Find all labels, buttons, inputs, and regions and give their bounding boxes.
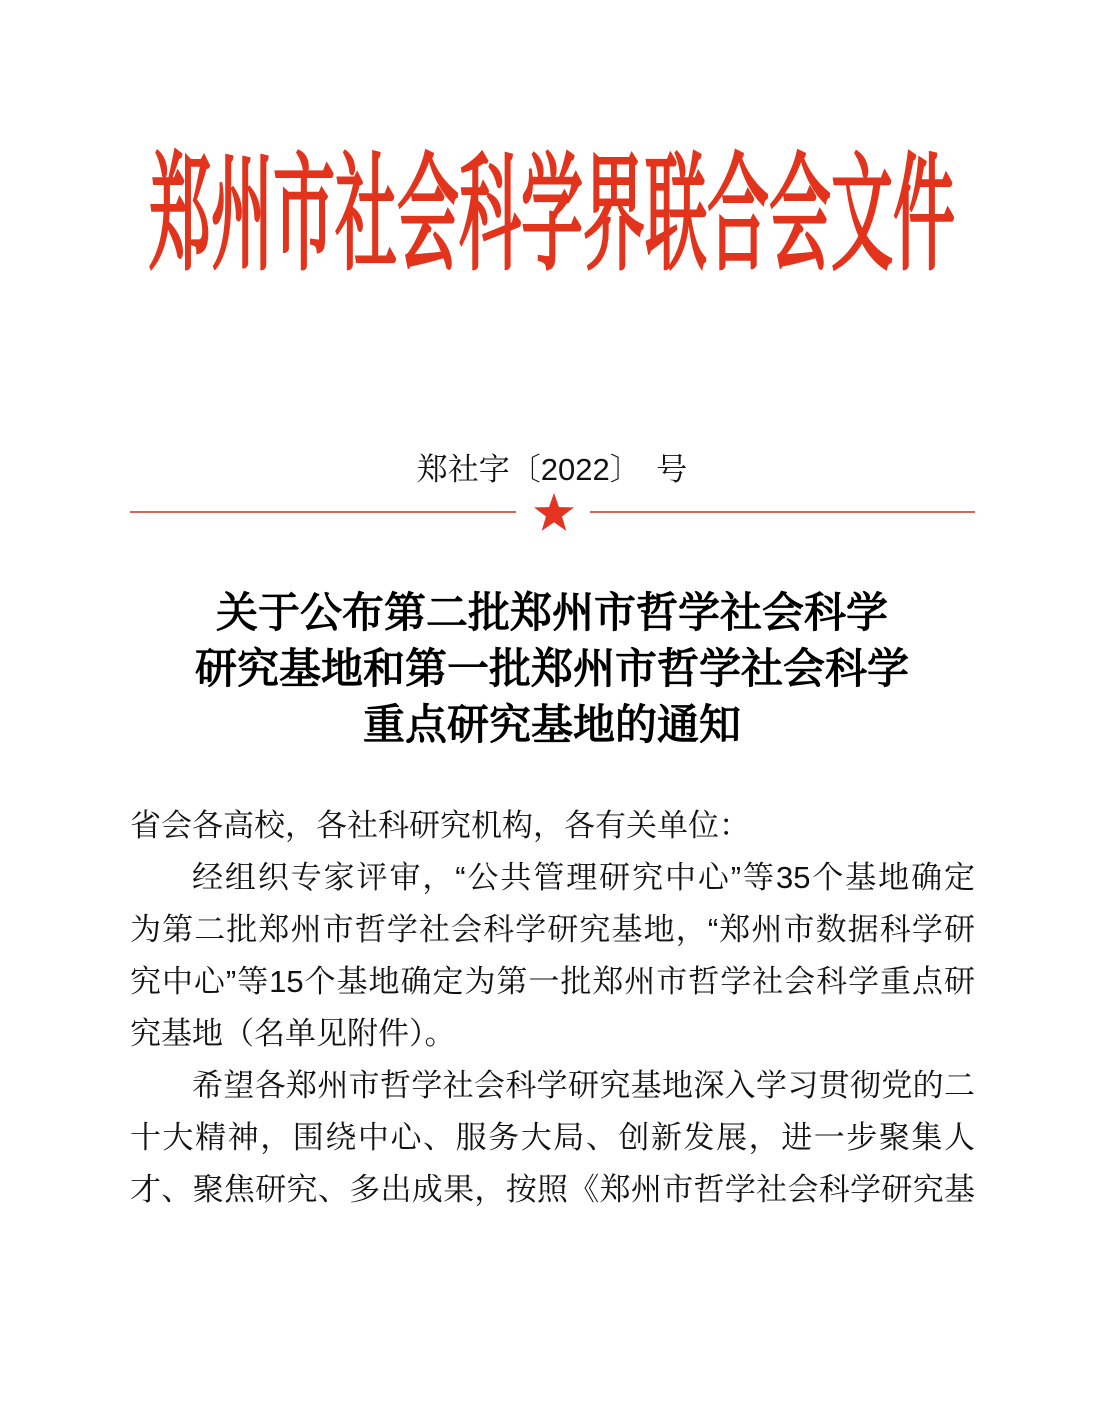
body-line: 究中心”等15个基地确定为第一批郑州市哲学社会科学重点研: [130, 964, 975, 999]
notice-title: [0, 585, 1104, 753]
header-separator: [130, 490, 975, 534]
body-line: 希望各郑州市哲学社会科学研究基地深入学习贯彻党的二: [192, 1068, 975, 1103]
document-header-masthead: 郑州市社会科学界联合会文件: [148, 139, 955, 290]
salutation-line: 省会各高校，各社科研究机构，各有关单位：: [130, 808, 750, 843]
body-line: 为第二批郑州市哲学社会科学研究基地，“郑州市数据科学研: [130, 912, 975, 947]
notice-title-line-2: 研究基地和第一批郑州市哲学社会科学: [194, 645, 909, 692]
notice-title-line-1: 关于公布第二批郑州市哲学社会科学: [215, 589, 888, 636]
body-line: 究基地（名单见附件）。: [130, 1016, 456, 1051]
separator-line-left: [130, 511, 516, 513]
body-line: 十大精神，围绕中心、服务大局、创新发展，进一步聚集人: [130, 1120, 975, 1155]
document-number: 郑社字〔2022〕 号: [416, 452, 688, 487]
notice-body: [130, 800, 975, 1216]
star-icon: [533, 491, 575, 533]
separator-line-right: [590, 511, 976, 513]
notice-title-line-3: 重点研究基地的通知: [362, 701, 741, 748]
body-line: 才、聚焦研究、多出成果，按照《郑州市哲学社会科学研究基: [130, 1172, 975, 1207]
body-line: 经组织专家评审，“公共管理研究中心”等35个基地确定: [192, 860, 975, 895]
